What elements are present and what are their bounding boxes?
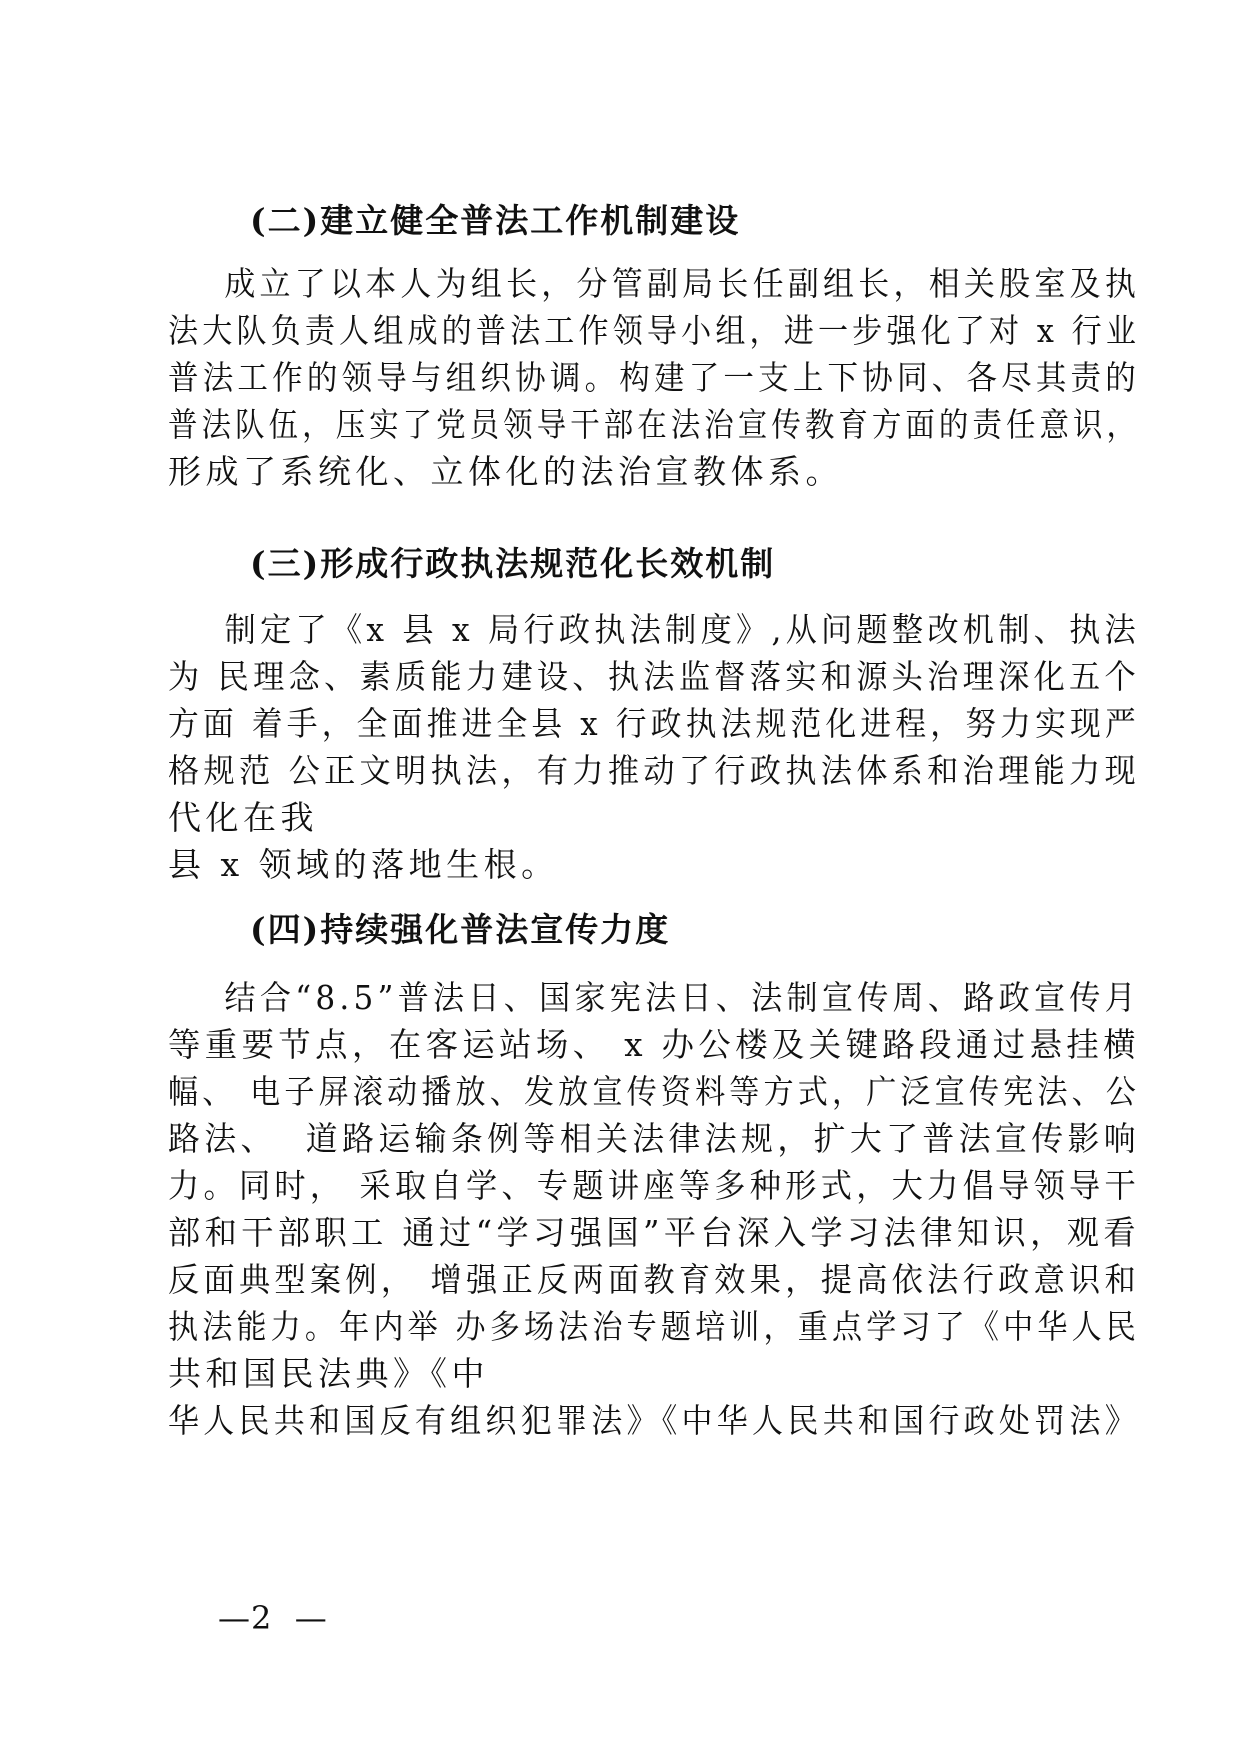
paragraph-line: 执法能力。年内举 办多场法治专题培训，重点学习了《中华人民 [168, 1307, 1141, 1346]
paragraph-line: 形成了系统化、立体化的法治宣教体系。 [168, 452, 843, 491]
paragraph-line: 普法队伍，压实了党员领导干部在法治宣传教育方面的责任意识， [168, 405, 1141, 444]
section-heading-2: (二)建立健全普法工作机制建设 [250, 201, 741, 240]
paragraph-line: 路法、 道路运输条例等相关法律法规，扩大了普法宣传影响 [168, 1119, 1141, 1158]
paragraph-line: 方面 着手，全面推进全县 x 行政执法规范化进程，努力实现严 [168, 704, 1140, 743]
paragraph-line: 代化在我 [168, 798, 318, 837]
paragraph-line: 幅、 电子屏滚动播放、发放宣传资料等方式，广泛宣传宪法、公 [168, 1072, 1141, 1111]
paragraph-line: 反面典型案例， 增强正反两面教育效果，提高依法行政意识和 [168, 1260, 1141, 1299]
section-heading-3: (三)形成行政执法规范化长效机制 [250, 544, 776, 583]
section-heading-4: (四)持续强化普法宣传力度 [250, 910, 671, 949]
page-number: —2 — [218, 1599, 328, 1637]
paragraph-line: 华人民共和国反有组织犯罪法》《中华人民共和国行政处罚法》 [168, 1401, 1141, 1440]
paragraph-line: 等重要节点，在客运站场、 x 办公楼及关键路段通过悬挂横 [168, 1025, 1140, 1064]
paragraph-line: 为 民理念、素质能力建设、执法监督落实和源头治理深化五个 [168, 657, 1141, 696]
paragraph-line: 普法工作的领导与组织协调。构建了一支上下协同、各尽其责的 [168, 358, 1140, 397]
paragraph-line: 格规范 公正文明执法，有力推动了行政执法体系和治理能力现 [168, 751, 1141, 790]
paragraph-line: 共和国民法典》《中 [168, 1354, 489, 1393]
paragraph-line: 法大队负责人组成的普法工作领导小组，进一步强化了对 x 行业 [168, 311, 1141, 350]
paragraph-line: 成立了以本人为组长，分管副局长任副组长，相关股室及执 [168, 264, 1141, 303]
paragraph-line: 制定了《x 县 x 局行政执法制度》,从问题整改机制、执法 [168, 610, 1140, 649]
paragraph-line: 结合“8.5”普法日、国家宪法日、法制宣传周、路政宣传月 [168, 978, 1140, 1017]
paragraph-line: 力。同时， 采取自学、专题讲座等多种形式，大力倡导领导干 [168, 1166, 1141, 1205]
paragraph-line: 部和干部职工 通过“学习强国”平台深入学习法律知识，观看 [168, 1213, 1141, 1252]
paragraph-line: 县 x 领域的落地生根。 [168, 845, 559, 884]
